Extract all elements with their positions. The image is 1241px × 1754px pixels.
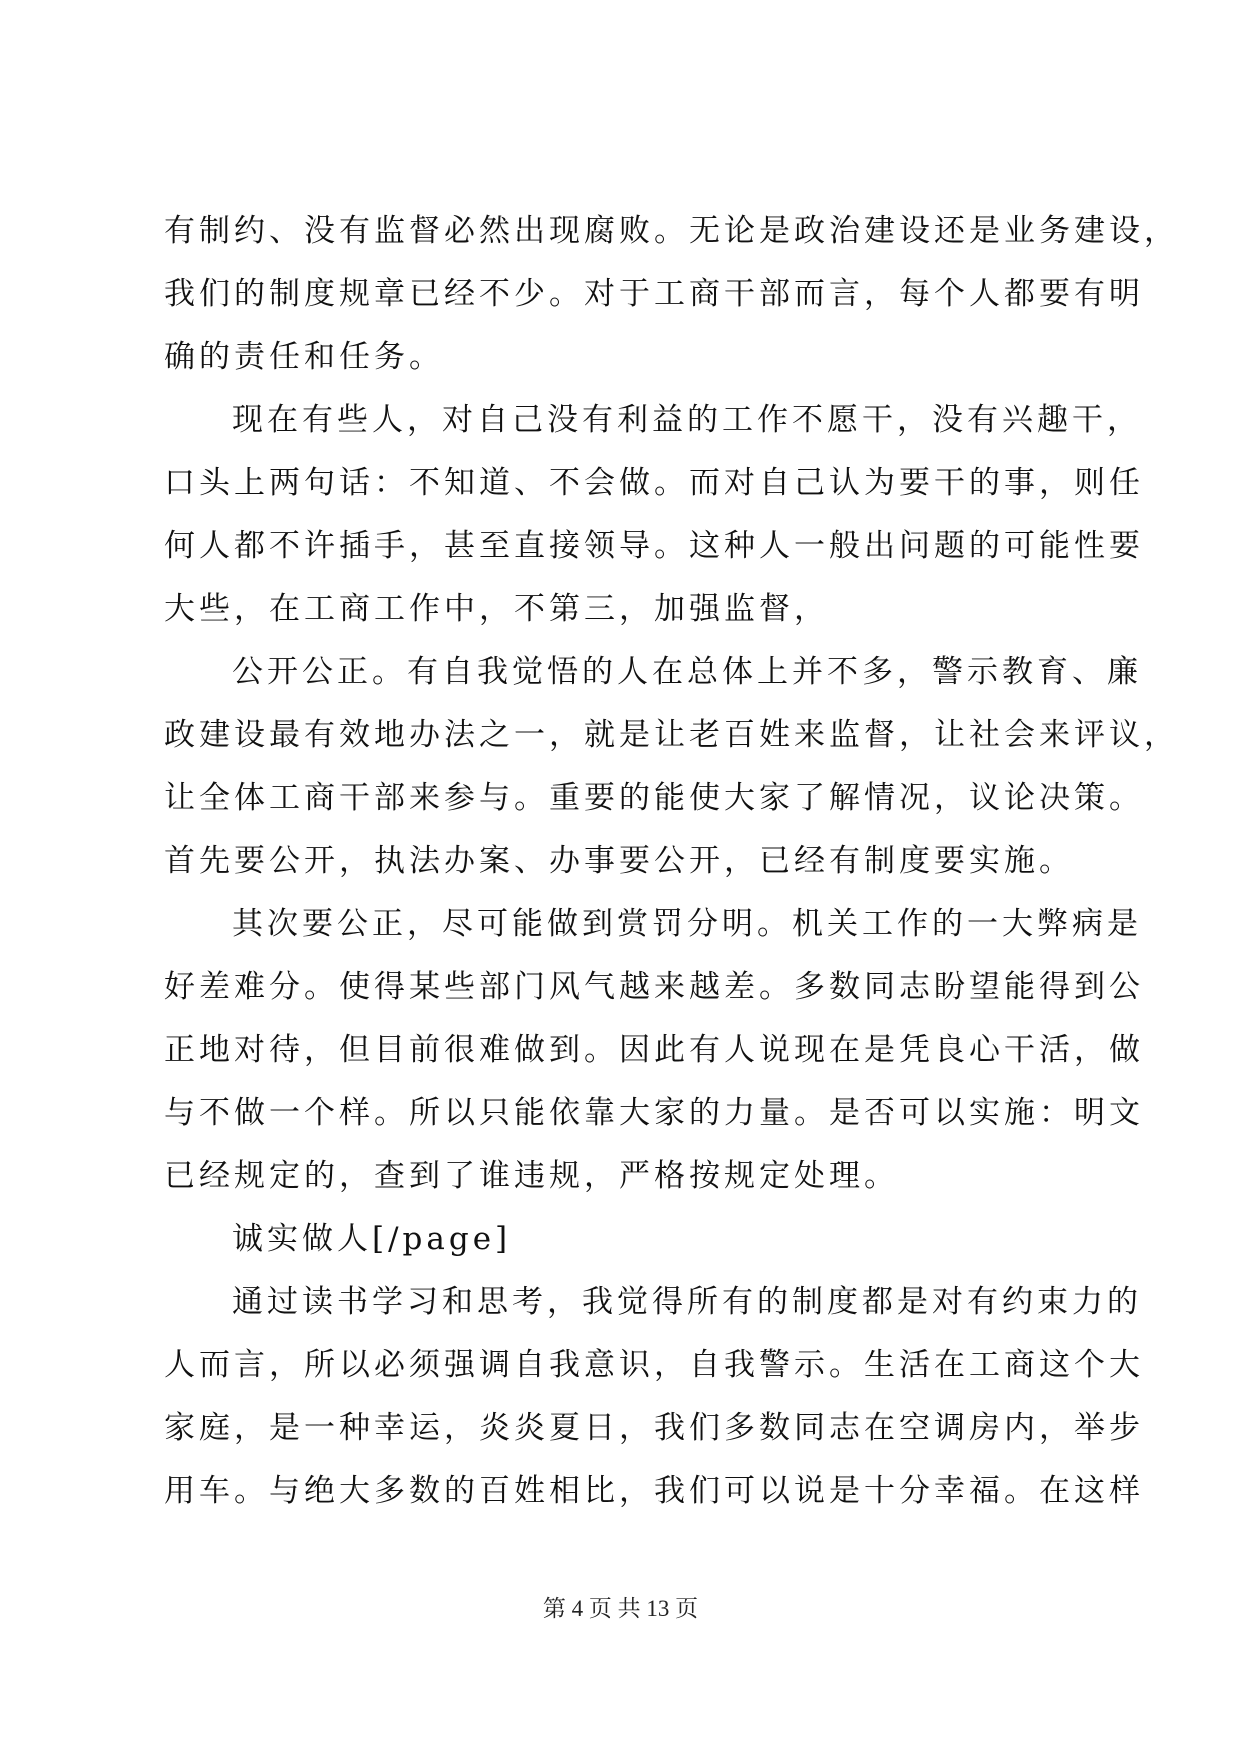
paragraph-line: 用车。与绝大多数的百姓相比，我们可以说是十分幸福。在这样: [164, 1473, 1144, 1509]
paragraph-line: 我们的制度规章已经不少。对于工商干部而言，每个人都要有明: [164, 276, 1144, 312]
paragraph-line: 与不做一个样。所以只能依靠大家的力量。是否可以实施：明文: [164, 1095, 1144, 1131]
document-body: [164, 200, 1179, 1523]
paragraph-line: 已经规定的，查到了谁违规，严格按规定处理。: [164, 1158, 899, 1194]
page-number-footer: 第 4 页 共 13 页: [542, 1596, 699, 1621]
paragraph-line: 大些，在工商工作中，不第三，加强监督，: [164, 591, 829, 627]
paragraph-line: 有制约、没有监督必然出现腐败。无论是政治建设还是业务建设，: [164, 213, 1179, 249]
paragraph-line: 通过读书学习和思考，我觉得所有的制度都是对有约束力的: [232, 1284, 1142, 1320]
paragraph-line: 正地对待，但目前很难做到。因此有人说现在是凭良心干活，做: [164, 1032, 1144, 1068]
paragraph-line: 公开公正。有自我觉悟的人在总体上并不多，警示教育、廉: [232, 654, 1142, 690]
paragraph-line: 其次要公正，尽可能做到赏罚分明。机关工作的一大弊病是: [232, 906, 1142, 942]
paragraph-line: 让全体工商干部来参与。重要的能使大家了解情况，议论决策。: [164, 780, 1144, 816]
paragraph-line: 确的责任和任务。: [164, 339, 444, 375]
paragraph-line: 政建设最有效地办法之一，就是让老百姓来监督，让社会来评议，: [164, 717, 1179, 753]
paragraph-line: 何人都不许插手，甚至直接领导。这种人一般出问题的可能性要: [164, 528, 1144, 564]
paragraph-line: 首先要公开，执法办案、办事要公开，已经有制度要实施。: [164, 843, 1074, 879]
paragraph-line: 好差难分。使得某些部门风气越来越差。多数同志盼望能得到公: [164, 969, 1144, 1005]
paragraph-line: 口头上两句话：不知道、不会做。而对自己认为要干的事，则任: [164, 465, 1144, 501]
section-heading: 诚实做人[/page]: [232, 1221, 512, 1257]
paragraph-line: 家庭，是一种幸运，炎炎夏日，我们多数同志在空调房内，举步: [164, 1410, 1144, 1446]
paragraph-line: 人而言，所以必须强调自我意识，自我警示。生活在工商这个大: [164, 1347, 1144, 1383]
paragraph-line: 现在有些人，对自己没有利益的工作不愿干，没有兴趣干，: [232, 402, 1142, 438]
